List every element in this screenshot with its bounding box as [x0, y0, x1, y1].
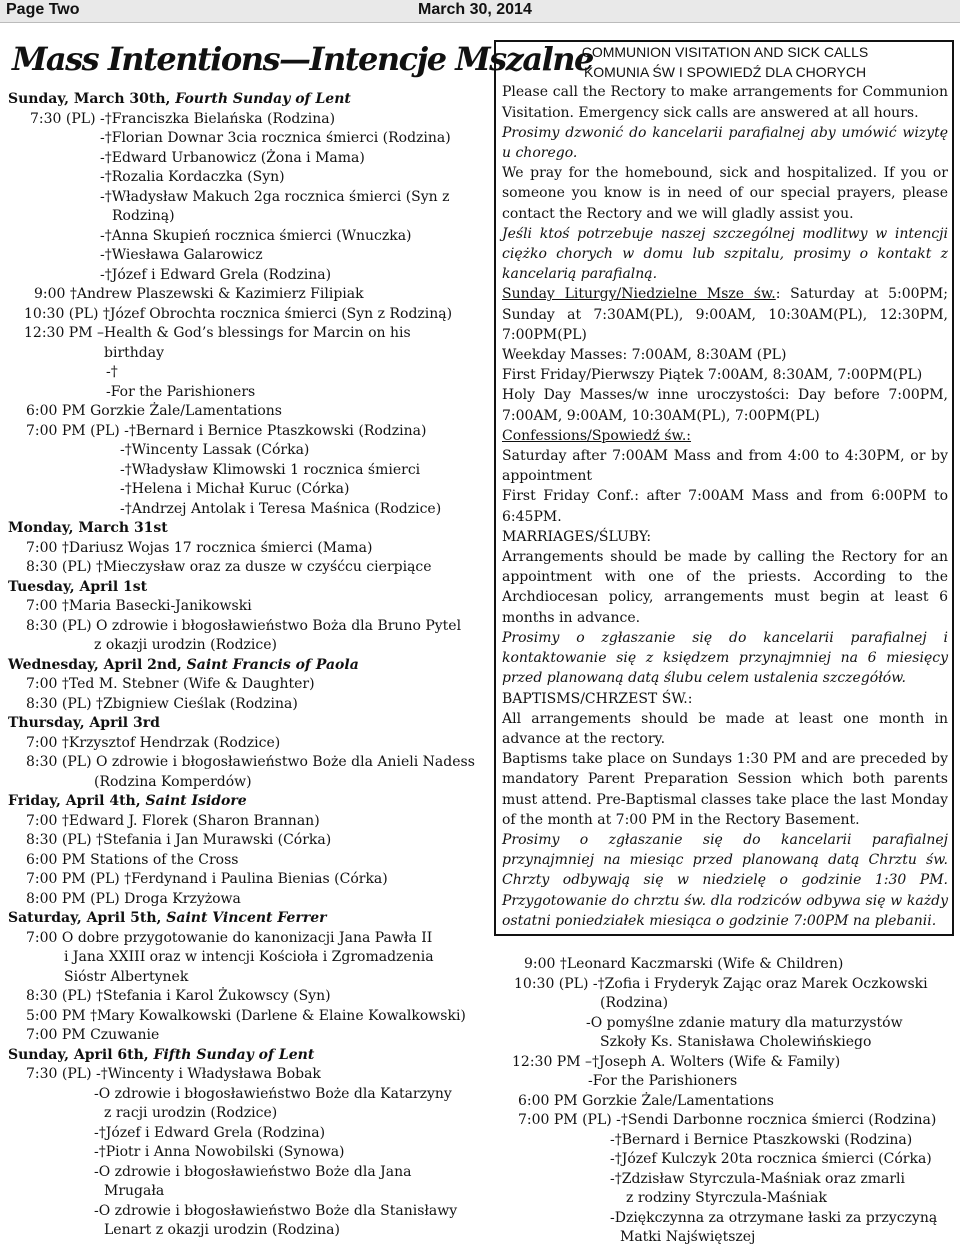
line-text: 12:30 PM –Health & God’s blessings for Marcin on his [24, 325, 411, 341]
intention-line [510, 1228, 955, 1248]
intention-line [8, 1104, 488, 1124]
intention-line [510, 994, 955, 1014]
intention-line [8, 597, 488, 617]
marriages-info: Arrangements should be made by calling the Rectory for an appointment with one of the priests. According to the Archdiocesan policy, arrangements must begin at least 6 months in advance. [502, 549, 948, 626]
line-text: -†Józef Kulczyk 20ta rocznica śmierci (Córka) [610, 1151, 932, 1167]
intention-line [8, 1026, 488, 1046]
line-text: 9:00 †Leonard Kaczmarski (Wife & Children) [524, 956, 844, 972]
line-text: 5:00 PM †Mary Kowalkowski (Darlene & Elaine Kowalkowski) [26, 1007, 466, 1024]
line-text: 9:00 †Andrew Plaszewski & Kazimierz Filipiak [34, 286, 364, 302]
day-heading [8, 578, 488, 598]
intention-line [8, 617, 488, 637]
ffc-heading: First Friday Conf.: [502, 488, 639, 505]
intention-line [510, 975, 955, 995]
line-text: -†Piotr i Anna Nowobilski (Synowa) [94, 1144, 345, 1160]
line-text: Matki Najświętszej [620, 1229, 756, 1245]
first-friday-times: 7:00AM, 8:30AM, 7:00PM(PL) [703, 367, 923, 384]
line-text: -†Wiesława Galarowicz [100, 247, 263, 263]
line-text: z rodziny Styrczula-Maśniak [626, 1190, 827, 1206]
line-text: Szkoły Ks. Stanisława Cholewińskiego [600, 1034, 872, 1050]
intention-line [8, 968, 488, 988]
line-text: -Dziękczynna za otrzymane łaski za przyczyną [610, 1209, 938, 1226]
line-text: 7:00 †Ted M. Stebner (Wife & Daughter) [26, 676, 315, 692]
line-text: 7:00 †Maria Basecki-Janikowski [26, 598, 252, 614]
day-heading [8, 90, 488, 110]
line-text: birthday [104, 344, 164, 361]
page-header [0, 0, 960, 23]
confessions-times: Saturday after 7:00AM Mass and from 4:00 to 4:30PM, or by appointment [502, 448, 948, 485]
weekday-masses [502, 345, 948, 365]
line-text: -†Józef i Edward Grela (Rodzina) [100, 266, 332, 283]
intention-line [8, 987, 488, 1007]
intention-line [510, 1111, 955, 1131]
intention-line [8, 773, 488, 793]
line-text: Tuesday, April 1st [8, 578, 148, 595]
intention-line [510, 1189, 955, 1209]
holy-day-heading: Holy Day Masses/w inne uroczystości: [502, 387, 790, 404]
line-text: 7:00 PM (PL) -†Bernard i Bernice Ptaszkowski (Rodzina) [26, 422, 427, 439]
intention-line [8, 383, 488, 403]
confessions-heading: Confessions/Spowiedź św.: [502, 427, 692, 444]
weekday-heading: Weekday Masses: [502, 347, 628, 364]
line-text: Saturday, April 5th, [8, 910, 167, 926]
line-text: -For the Parishioners [588, 1073, 738, 1089]
line-text: Lenart z okazji urodzin (Rodzina) [104, 1222, 340, 1238]
line-text: 7:00 PM (PL) †Ferdynand i Paulina Bienias (Córka) [26, 871, 388, 887]
line-text: 8:30 (PL) †Stefania i Karol Żukowscy (Syn) [26, 988, 331, 1004]
page-title: Mass Intentions—Intencje Mszalne [12, 40, 593, 78]
marriages-info-pl: Prosimy o zgłaszanie się do kancelarii parafialnej i kontaktowanie się z księdzem przynajmniej na 6 miesięcy przed planowaną datą ślubu celem ustalenia szczegółów. [502, 629, 948, 687]
line-text: -†Wincenty Lassak (Córka) [120, 442, 310, 458]
intention-line [8, 500, 488, 520]
intention-line [8, 734, 488, 754]
intention-line [8, 266, 488, 286]
line-text: 8:30 (PL) †Mieczysław oraz za dusze w czyśćcu cierpiące [26, 559, 432, 575]
intention-line [8, 753, 488, 773]
intention-line [510, 1170, 955, 1190]
communion-sick-calls-box [494, 40, 954, 936]
line-text: -†Anna Skupień rocznica śmierci (Wnuczka) [100, 227, 412, 244]
intention-line [8, 1124, 488, 1144]
intention-line [8, 890, 488, 910]
intention-line [8, 1007, 488, 1027]
line-text: 7:00 PM Czuwanie [26, 1027, 160, 1043]
intention-line [8, 1202, 488, 1222]
holy-day-masses [502, 385, 948, 425]
intention-line [8, 461, 488, 481]
intention-line [8, 227, 488, 247]
line-text: Monday, March 31st [8, 520, 168, 536]
intention-line [8, 422, 488, 442]
line-text: -†Władysław Klimowski 1 rocznica śmierci [120, 461, 421, 478]
intention-line [8, 851, 488, 871]
intention-line [8, 129, 488, 149]
intention-line [8, 1182, 488, 1202]
intention-line [8, 558, 488, 578]
issue-date: March 30, 2014 [418, 1, 532, 18]
day-heading [8, 1046, 488, 1066]
line-text: 8:30 (PL) †Zbigniew Cieślak (Rodzina) [26, 695, 298, 712]
line-text: 7:00 PM (PL) -†Sendi Darbonne rocznica śmierci (Rodzina) [518, 1112, 937, 1128]
intention-line [8, 831, 488, 851]
feast-name: Fourth Sunday of Lent [175, 91, 351, 107]
line-text: 7:30 (PL) -†Franciszka Bielańska (Rodzina) [30, 110, 336, 127]
line-text: 10:30 (PL) -†Zofia i Fryderyk Zając oraz Marek Oczkowski [514, 975, 928, 992]
intention-line [8, 188, 488, 208]
intention-line [8, 948, 488, 968]
line-text: Thursday, April 3rd [8, 715, 160, 731]
intention-line [8, 636, 488, 656]
feast-name: Saint Vincent Ferrer [166, 910, 327, 926]
intention-line [8, 149, 488, 169]
intention-line [510, 1033, 955, 1053]
baptisms-info-pl: Prosimy o zgłaszanie się do kancelarii parafialnej przynajmniej na miesiąc przed planowaną datą Chrztu św. Chrzty odbywają się w niedzielę o godzinie 1:30 PM. Przygotowanie do chrztu św. dla rodziców odbywa się w każdy ostatni poniedziałek miesiąca o godzinie 7:00PM na plebanii. [502, 831, 948, 929]
feast-name: Fifth Sunday of Lent [153, 1046, 315, 1063]
line-text: -†Józef i Edward Grela (Rodzina) [94, 1124, 326, 1141]
intention-line [8, 402, 488, 422]
intention-line [8, 870, 488, 890]
intention-line [8, 1143, 488, 1163]
feast-name: Saint Isidore [145, 793, 247, 809]
line-text: -O pomyślne zdanie matury dla maturzystów [586, 1014, 903, 1031]
line-text: -†Florian Downar 3cia rocznica śmierci (Rodzina) [100, 130, 451, 146]
first-friday [502, 365, 948, 385]
line-text: i Jana XXIII oraz w intencji Kościoła i Zgromadzenia [64, 949, 434, 965]
page-number: Page Two [6, 1, 80, 18]
intention-line [8, 324, 488, 344]
intention-line [8, 285, 488, 305]
intention-line [510, 1072, 955, 1092]
sunday-liturgy-heading: Sunday Liturgy/Niedzielne Msze św. [502, 286, 776, 303]
intention-line [8, 207, 488, 227]
line-text: 6:00 PM Stations of the Cross [26, 851, 239, 868]
line-text: (Rodzina) [600, 995, 669, 1011]
line-text: 10:30 (PL) †Józef Obrochta rocznica śmierci (Syn z Rodziną) [24, 305, 453, 322]
intention-line [510, 1014, 955, 1034]
intention-line [510, 1053, 955, 1073]
weekday-times: 7:00AM, 8:30AM (PL) [627, 347, 787, 364]
day-heading [8, 519, 488, 539]
line-text: Rodziną) [112, 208, 175, 224]
line-text: Sióstr Albertynek [64, 968, 189, 985]
line-text: z okazji urodzin (Rodzice) [94, 637, 277, 653]
intention-line [8, 812, 488, 832]
line-text: Sunday, March 30th, [8, 91, 176, 107]
intention-line [8, 246, 488, 266]
line-text: -†Zdzisław Styrczula-Maśniak oraz zmarli [610, 1170, 905, 1187]
line-text: -†Andrzej Antolak i Teresa Maśnica (Rodzice) [120, 500, 442, 517]
prayer-info-pl: Jeśli ktoś potrzebuje naszej szczególnej modlitwy w intencji ciężko chorych w domu lub szpitalu, prosimy o kontakt z kancelarią parafialną. [502, 225, 948, 283]
first-friday-confession [502, 486, 948, 526]
day-heading [8, 714, 488, 734]
first-friday-heading: First Friday/Pierwszy Piątek [502, 367, 704, 384]
line-text: (Rodzina Komperdów) [94, 773, 252, 790]
baptisms-heading: BAPTISMS/CHRZEST ŚW.: [502, 690, 693, 707]
intention-line [8, 695, 488, 715]
communion-info-pl: Prosimy dzwonić do kancelarii parafialnej aby umówić wizytę u chorego. [502, 124, 948, 162]
line-text: 6:00 PM Gorzkie Żale/Lamentations [26, 403, 282, 419]
intention-line [8, 929, 488, 949]
box-title-pl: KOMUNIA ŚW I SPOWIEDŹ DLA CHORYCH [583, 64, 867, 81]
intention-line [8, 168, 488, 188]
feast-name: Saint Francis of Paola [186, 656, 359, 673]
line-text: 8:30 (PL) O zdrowie i błogosławieństwo Boże dla Anieli Nadess [26, 754, 475, 770]
line-text: 8:00 PM (PL) Droga Krzyżowa [26, 890, 241, 907]
line-text: -†Edward Urbanowicz (Żona i Mama) [100, 149, 365, 166]
line-text: 7:00 †Krzysztof Hendrzak (Rodzice) [26, 734, 281, 751]
intention-line [8, 110, 488, 130]
intention-line [8, 675, 488, 695]
sunday-liturgy [502, 284, 948, 345]
line-text: -†Rozalia Kordaczka (Syn) [100, 169, 285, 185]
line-text: Friday, April 4th, [8, 793, 146, 809]
line-text: -†Helena i Michał Kuruc (Córka) [120, 481, 350, 497]
line-text: -† [106, 364, 118, 380]
intention-line [510, 1131, 955, 1151]
intention-line [8, 363, 488, 383]
baptisms-info-2: Baptisms take place on Sundays 1:30 PM and are preceded by mandatory Parent Preparation Session which both parents must attend. Pre-Baptismal classes take place the last Monday of the month at 7:00 PM in the Rectory Basement. [502, 751, 948, 828]
day-heading [8, 792, 488, 812]
intention-line [8, 1065, 488, 1085]
day-heading [8, 909, 488, 929]
holy-day-times: Day before 7:00PM, 7:00AM, 9:00AM, 10:30AM(PL), 7:00PM(PL) [502, 387, 949, 424]
communion-info: Please call the Rectory to make arrangements for Communion Visitation. Emergency sick calls are answered at all hours. [502, 84, 948, 121]
intention-line [8, 1163, 488, 1183]
line-text: -O zdrowie i błogosławieństwo Boże dla Jana [94, 1163, 412, 1180]
line-text: Wednesday, April 2nd, [8, 656, 187, 673]
line-text: z racji urodzin (Rodzice) [104, 1105, 278, 1121]
line-text: -†Władysław Makuch 2ga rocznica śmierci (Syn z [100, 188, 450, 205]
line-text: 6:00 PM Gorzkie Żale/Lamentations [518, 1092, 774, 1109]
intention-line [8, 480, 488, 500]
line-text: 7:30 (PL) -†Wincenty i Władysława Bobak [26, 1066, 321, 1082]
intention-line [8, 441, 488, 461]
day-heading [8, 656, 488, 676]
intention-line [8, 1221, 488, 1241]
line-text: -O zdrowie i błogosławieństwo Boże dla Katarzyny [94, 1085, 452, 1102]
line-text: -†Bernard i Bernice Ptaszkowski (Rodzina) [610, 1131, 913, 1148]
ffc-times: after 7:00AM Mass and from 6:00PM to 6:45PM. [502, 488, 949, 525]
baptisms-info-1: All arrangements should be made at least one month in advance at the rectory. [502, 710, 948, 747]
intention-line [8, 539, 488, 559]
intention-line [510, 1209, 955, 1229]
line-text: 8:30 (PL) O zdrowie i błogosławieństwo Boża dla Bruno Pytel [26, 617, 462, 634]
line-text: 12:30 PM –†Joseph A. Wolters (Wife & Family) [512, 1053, 841, 1070]
intention-line [8, 305, 488, 325]
line-text: -O zdrowie i błogosławieństwo Boże dla Stanisławy [94, 1202, 458, 1219]
line-text: 8:30 (PL) †Stefania i Jan Murawski (Córka) [26, 832, 332, 848]
line-text: -For the Parishioners [106, 383, 256, 400]
intention-line [510, 1092, 955, 1112]
sunday-april-6-continued [510, 955, 955, 1248]
prayer-info: We pray for the homebound, sick and hospitalized. If you or someone you know is in need of our special prayers, please contact the Rectory and we will gladly assist you. [502, 165, 948, 222]
intention-line [510, 955, 955, 975]
intention-line [8, 344, 488, 364]
sunday-liturgy-times: : Saturday at 5:00PM; Sunday at 7:30AM(PL), 9:00AM, 10:30AM(PL), 12:30PM, 7:00PM(PL) [502, 286, 948, 343]
line-text: 7:00 †Dariusz Wojas 17 rocznica śmierci (Mama) [26, 539, 373, 556]
line-text: Sunday, April 6th, [8, 1046, 154, 1063]
intention-line [510, 1150, 955, 1170]
line-text: 7:00 O dobre przygotowanie do kanonizacji Jana Pawła II [26, 929, 433, 946]
marriages-heading: MARRIAGES/ŚLUBY: [502, 528, 652, 545]
line-text: Mrugała [104, 1183, 165, 1199]
mass-intentions-list [8, 90, 488, 1241]
line-text: 7:00 †Edward J. Florek (Sharon Brannan) [26, 812, 320, 829]
intention-line [8, 1085, 488, 1105]
box-title-en: COMMUNION VISITATION AND SICK CALLS [581, 44, 869, 60]
